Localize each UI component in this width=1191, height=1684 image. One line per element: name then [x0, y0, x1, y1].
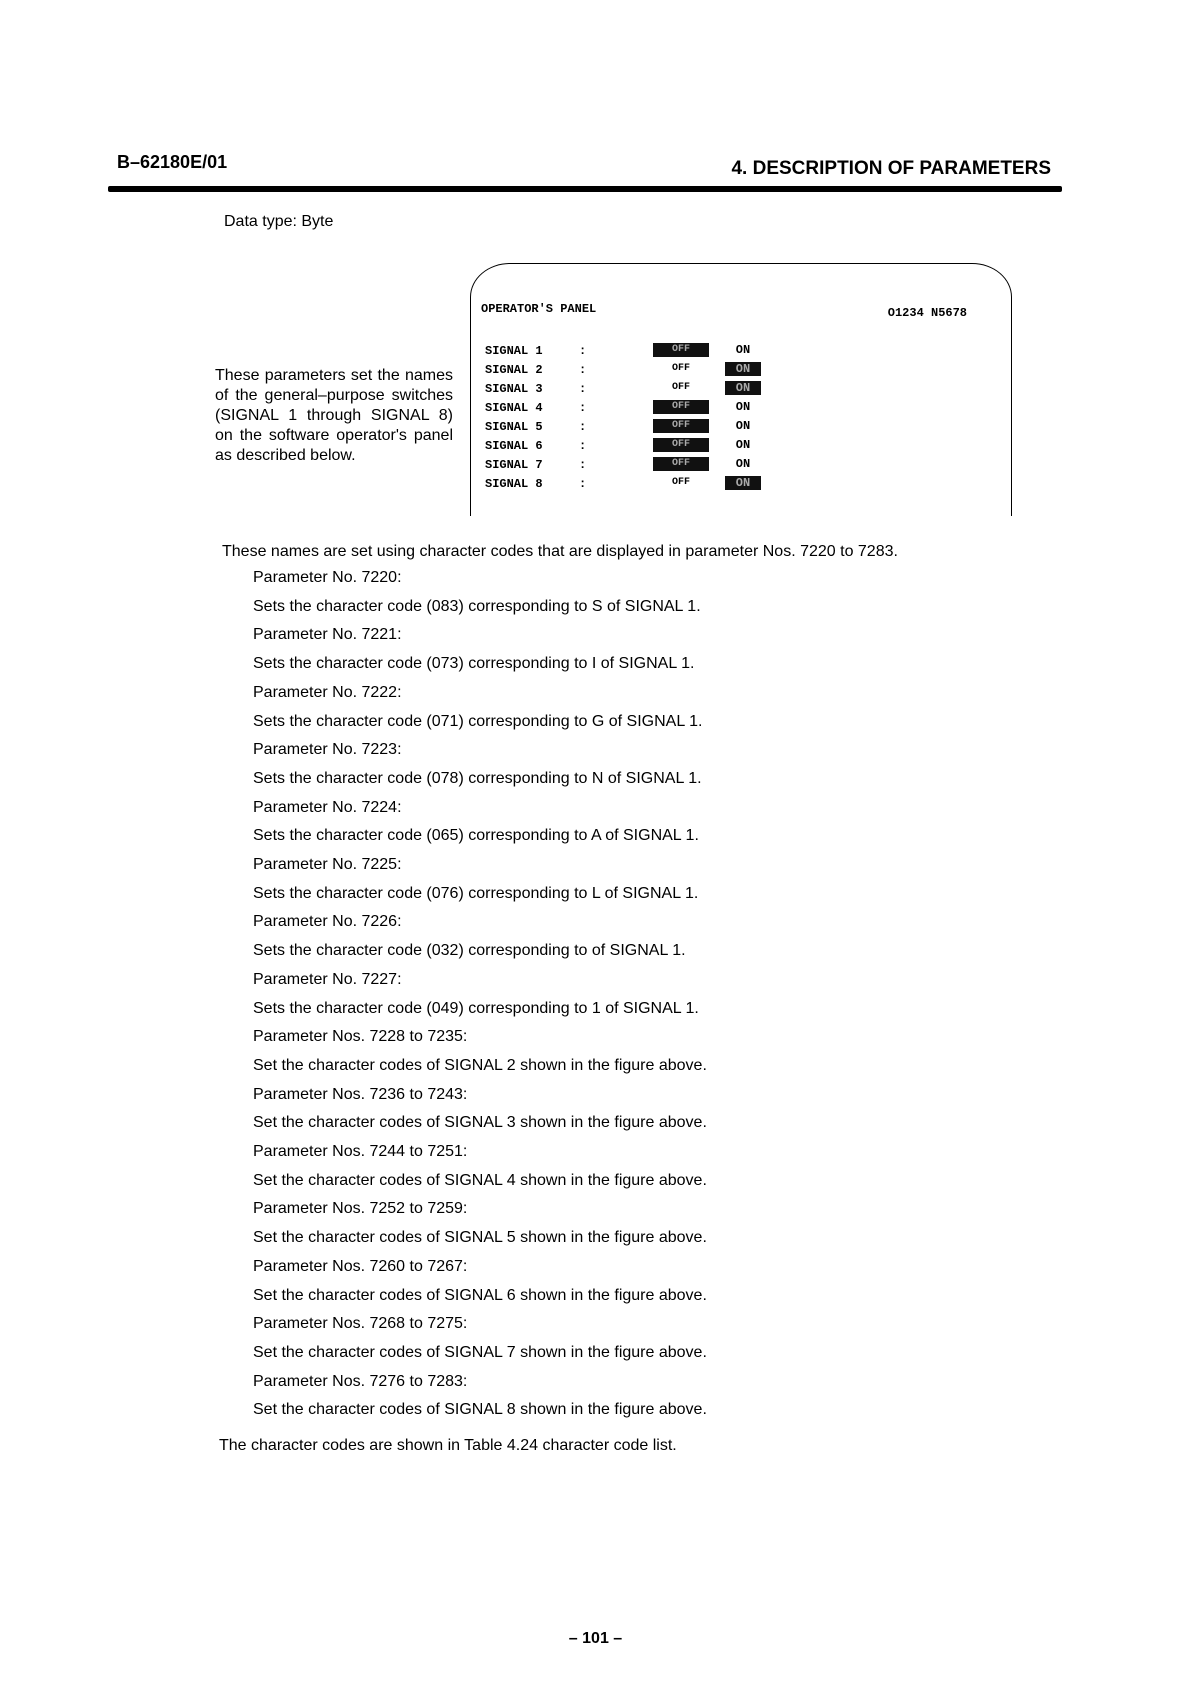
parameter-number: Parameter Nos. 7244 to 7251: [253, 1143, 468, 1160]
intro-text: These names are set using character codes that are displayed in parameter Nos. 7220 to 7283. [222, 543, 898, 560]
parameter-number: Parameter No. 7221: [253, 626, 402, 644]
signal-off-option: OFF [671, 382, 690, 393]
parameter-description: Set the character codes of SIGNAL 2 shown in the figure above. [253, 1056, 707, 1074]
signal-off-option: OFF [653, 343, 709, 357]
signal-row [485, 418, 1005, 436]
signal-row [485, 380, 1005, 398]
signal-row [485, 475, 1005, 493]
header-section-title: 4. DESCRIPTION OF PARAMETERS [731, 158, 1051, 179]
signal-on-option: ON [725, 476, 761, 490]
parameter-description: Sets the character code (076) corresponding to L of SIGNAL 1. [253, 884, 699, 902]
signal-off-option: OFF [653, 419, 709, 433]
signal-name: SIGNAL 1 [485, 344, 543, 358]
signal-row [485, 342, 1005, 360]
signal-row [485, 399, 1005, 417]
signal-name: SIGNAL 5 [485, 420, 543, 434]
data-type-label: Data type: Byte [224, 213, 334, 230]
parameter-number: Parameter No. 7220: [253, 569, 402, 586]
signal-name: SIGNAL 7 [485, 458, 543, 472]
signal-on-option: ON [735, 438, 751, 452]
signal-name: SIGNAL 4 [485, 401, 543, 415]
screen-title: OPERATOR'S PANEL [481, 302, 597, 316]
signal-colon: : [579, 439, 587, 453]
parameter-description: Set the character codes of SIGNAL 6 shown in the figure above. [253, 1286, 707, 1304]
signal-colon: : [579, 477, 587, 491]
parameter-description: Sets the character code (032) corresponding to of SIGNAL 1. [253, 942, 686, 960]
signal-name: SIGNAL 8 [485, 477, 543, 491]
parameter-description: Sets the character code (073) corresponding to I of SIGNAL 1. [253, 655, 695, 673]
side-description: These parameters set the names of the general–purpose switches (SIGNAL 1 through SIGNAL 8) on the software operator's panel as described below. [215, 367, 453, 464]
signal-on-option: ON [735, 343, 751, 357]
closing-text: The character codes are shown in Table 4.24 character code list. [219, 1437, 677, 1454]
parameter-description: Set the character codes of SIGNAL 5 shown in the figure above. [253, 1229, 707, 1247]
signal-on-option: ON [735, 400, 751, 414]
parameter-number: Parameter Nos. 7236 to 7243: [253, 1085, 468, 1103]
signal-colon: : [579, 363, 587, 377]
signal-colon: : [579, 420, 587, 434]
parameter-description: Sets the character code (071) corresponding to G of SIGNAL 1. [253, 712, 703, 730]
parameter-number: Parameter No. 7227: [253, 970, 402, 988]
signal-on-option: ON [725, 381, 761, 395]
parameter-number: Parameter Nos. 7252 to 7259: [253, 1200, 468, 1218]
parameter-description: Sets the character code (065) corresponding to A of SIGNAL 1. [253, 827, 699, 845]
signal-on-option: ON [725, 362, 761, 376]
signal-off-option: OFF [671, 363, 690, 374]
header-rule [108, 186, 1062, 192]
parameter-description: Sets the character code (083) corresponding to S of SIGNAL 1. [253, 597, 701, 615]
signal-colon: : [579, 458, 587, 472]
parameter-description: Sets the character code (049) corresponding to 1 of SIGNAL 1. [253, 999, 699, 1017]
parameter-number: Parameter Nos. 7260 to 7267: [253, 1257, 468, 1275]
signal-colon: : [579, 382, 587, 396]
parameter-number: Parameter No. 7226: [253, 913, 402, 931]
parameter-number: Parameter Nos. 7276 to 7283: [253, 1372, 468, 1390]
page-number: – 101 – [568, 1630, 623, 1647]
parameter-description: Set the character codes of SIGNAL 7 shown in the figure above. [253, 1343, 707, 1361]
signal-colon: : [579, 344, 587, 358]
parameter-description: Set the character codes of SIGNAL 3 shown in the figure above. [253, 1114, 707, 1132]
operator-panel-screen [470, 263, 1012, 516]
signal-name: SIGNAL 6 [485, 439, 543, 453]
parameter-number: Parameter No. 7222: [253, 683, 402, 701]
parameter-number: Parameter Nos. 7268 to 7275: [253, 1315, 468, 1333]
parameter-description: Set the character codes of SIGNAL 4 shown in the figure above. [253, 1171, 707, 1189]
signal-name: SIGNAL 3 [485, 382, 543, 396]
signal-on-option: ON [735, 419, 751, 433]
signal-off-option: OFF [653, 438, 709, 452]
signal-name: SIGNAL 2 [485, 363, 543, 377]
parameter-number: Parameter No. 7225: [253, 856, 402, 873]
signal-off-option: OFF [653, 457, 709, 471]
signal-row [485, 437, 1005, 455]
signal-off-option: OFF [653, 400, 709, 414]
parameter-description: Set the character codes of SIGNAL 8 shown in the figure above. [253, 1401, 707, 1419]
parameter-number: Parameter No. 7223: [253, 741, 402, 759]
parameter-number: Parameter No. 7224: [253, 798, 402, 816]
parameter-number: Parameter Nos. 7228 to 7235: [253, 1028, 468, 1046]
parameter-description: Sets the character code (078) corresponding to N of SIGNAL 1. [253, 769, 702, 787]
header-doc-id: B–62180E/01 [117, 152, 228, 172]
signal-row [485, 456, 1005, 474]
signal-off-option: OFF [671, 477, 690, 488]
signal-colon: : [579, 401, 587, 415]
signal-on-option: ON [735, 457, 751, 471]
screen-program-ids: O1234 N5678 [887, 306, 967, 320]
signal-row [485, 361, 1005, 379]
